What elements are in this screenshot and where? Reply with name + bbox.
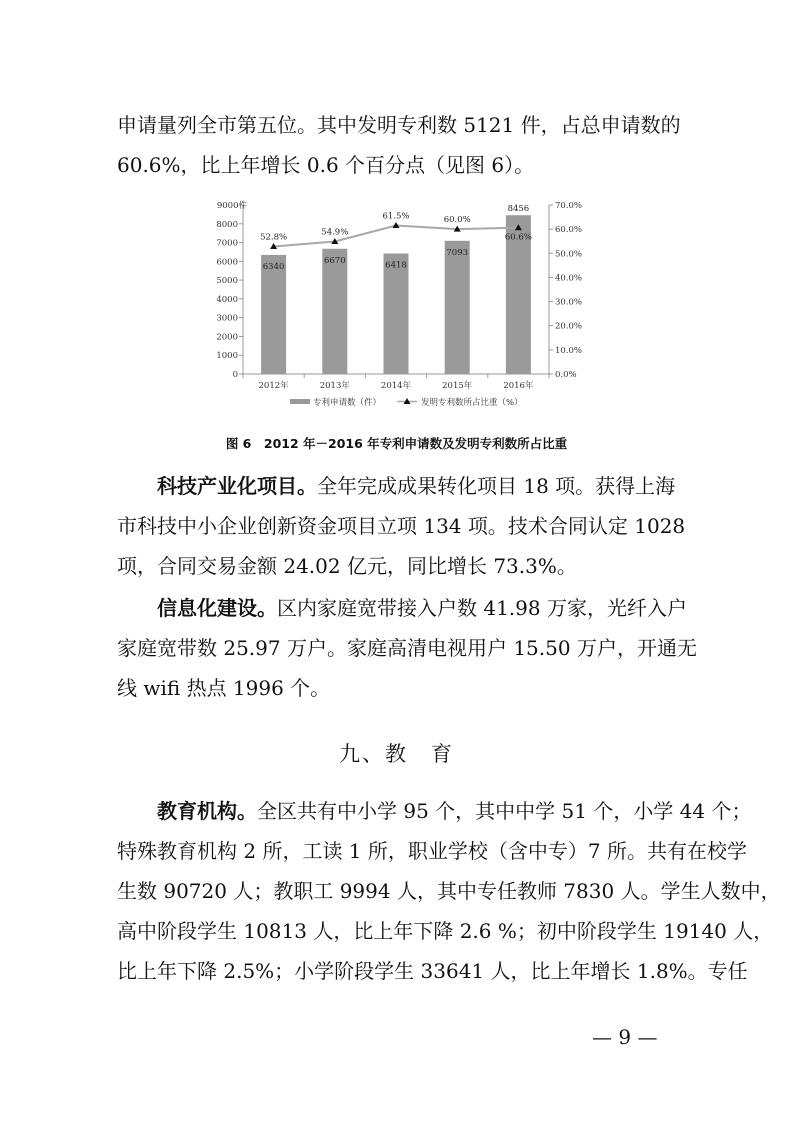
sci-tech-paragraph bbox=[117, 466, 686, 586]
left-tick-label: 3000 bbox=[216, 313, 238, 324]
education-heading: 教育机构。 bbox=[157, 799, 257, 823]
intro-line-1: 申请量列全市第五位。其中发明专利数 5121 件，占总申请数的 bbox=[117, 113, 681, 137]
bar-label: 6340 bbox=[262, 261, 285, 272]
intro-line-2: 60.6%，比上年增长 0.6 个百分点（见图 6）。 bbox=[117, 153, 535, 177]
bar-2014年 bbox=[384, 253, 409, 374]
sci-tech-heading: 科技产业化项目。 bbox=[157, 474, 317, 498]
category-label: 2015年 bbox=[442, 381, 473, 391]
bar-label: 7093 bbox=[446, 247, 469, 258]
bar-label: 6670 bbox=[323, 255, 346, 266]
left-tick-label: 4000 bbox=[216, 294, 238, 305]
education-line-1-text: 全区共有中小学 95 个，其中中学 51 个，小学 44 个； bbox=[257, 799, 752, 823]
right-tick-label: 60.0% bbox=[555, 225, 583, 236]
info-paragraph bbox=[117, 588, 697, 708]
right-tick-label: 50.0% bbox=[555, 249, 583, 260]
intro-paragraph bbox=[117, 105, 679, 185]
info-line-1 bbox=[117, 588, 687, 628]
figure-caption: 图 6 2012 年－2016 年专利申请数及发明专利数所占比重 bbox=[225, 436, 568, 451]
legend-bar-swatch bbox=[290, 399, 310, 404]
education-line-1 bbox=[117, 791, 752, 831]
bar-2013年 bbox=[322, 249, 347, 374]
legend-bar-label: 专利申请数（件） bbox=[313, 398, 382, 408]
education-line-3: 生数 90720 人；教职工 9994 人，其中专任教师 7830 人。学生人数中， bbox=[117, 879, 781, 903]
right-tick-label: 10.0% bbox=[555, 345, 583, 356]
ratio-label: 52.8% bbox=[260, 232, 288, 243]
sci-tech-line-1 bbox=[117, 466, 679, 506]
category-label: 2014年 bbox=[380, 381, 412, 391]
left-tick-label: 6000 bbox=[216, 257, 238, 268]
right-tick-label: 30.0% bbox=[555, 297, 583, 308]
bar-label: 8456 bbox=[507, 204, 530, 215]
info-line-3: 线 wifi 热点 1996 个。 bbox=[117, 676, 331, 700]
right-tick-label: 0.0% bbox=[555, 370, 577, 380]
category-label: 2016年 bbox=[503, 381, 534, 391]
info-line-1-text: 区内家庭宽带接入户数 41.98 万家，光纤入户 bbox=[277, 596, 687, 620]
legend-line-label: 发明专利数所占比重（%） bbox=[421, 398, 523, 408]
ratio-label: 60.6% bbox=[504, 232, 532, 243]
left-tick-label: 2000 bbox=[216, 332, 238, 343]
education-paragraph bbox=[117, 791, 781, 991]
left-tick-label: 9000件 bbox=[216, 201, 247, 211]
bar-2012年 bbox=[261, 255, 286, 374]
right-tick-label: 20.0% bbox=[555, 321, 583, 332]
sci-tech-line-2: 市科技中小企业创新资金项目立项 134 项。技术合同认定 1028 bbox=[117, 514, 686, 538]
sci-tech-line-1-text: 全年完成成果转化项目 18 项。获得上海 bbox=[317, 474, 676, 498]
section-title: 九、教 育 bbox=[339, 742, 454, 766]
sci-tech-line-3: 项，合同交易金额 24.02 亿元，同比增长 73.3%。 bbox=[117, 554, 577, 578]
ratio-label: 61.5% bbox=[382, 211, 410, 222]
left-tick-label: 1000 bbox=[216, 351, 238, 362]
page-number: — 9 — bbox=[592, 1025, 658, 1049]
left-tick-label: 8000 bbox=[216, 219, 238, 230]
left-tick-label: 7000 bbox=[216, 238, 238, 249]
education-line-4: 高中阶段学生 10813 人，比上年下降 2.6 %；初中阶段学生 19140 人， bbox=[117, 919, 774, 943]
right-tick-label: 40.0% bbox=[555, 273, 583, 284]
info-line-2: 家庭宽带数 25.97 万户。家庭高清电视用户 15.50 万户，开通无 bbox=[117, 636, 697, 660]
bar-2015年 bbox=[445, 241, 470, 374]
education-line-2: 特殊教育机构 2 所，工读 1 所，职业学校（含中专）7 所。共有在校学 bbox=[117, 839, 747, 863]
left-tick-label: 5000 bbox=[216, 276, 238, 287]
education-line-5: 比上年下降 2.5%；小学阶段学生 33641 人，比上年增长 1.8%。专任 bbox=[117, 959, 748, 983]
patent-chart bbox=[200, 193, 600, 417]
right-tick-label: 70.0% bbox=[555, 201, 583, 211]
ratio-label: 60.0% bbox=[443, 215, 471, 226]
left-tick-label: 0 bbox=[232, 370, 238, 380]
ratio-line bbox=[274, 226, 519, 247]
bar-label: 6418 bbox=[385, 260, 407, 271]
ratio-label: 54.9% bbox=[321, 227, 349, 238]
info-heading: 信息化建设。 bbox=[157, 596, 277, 620]
category-label: 2012年 bbox=[258, 381, 289, 391]
category-label: 2013年 bbox=[319, 381, 350, 391]
